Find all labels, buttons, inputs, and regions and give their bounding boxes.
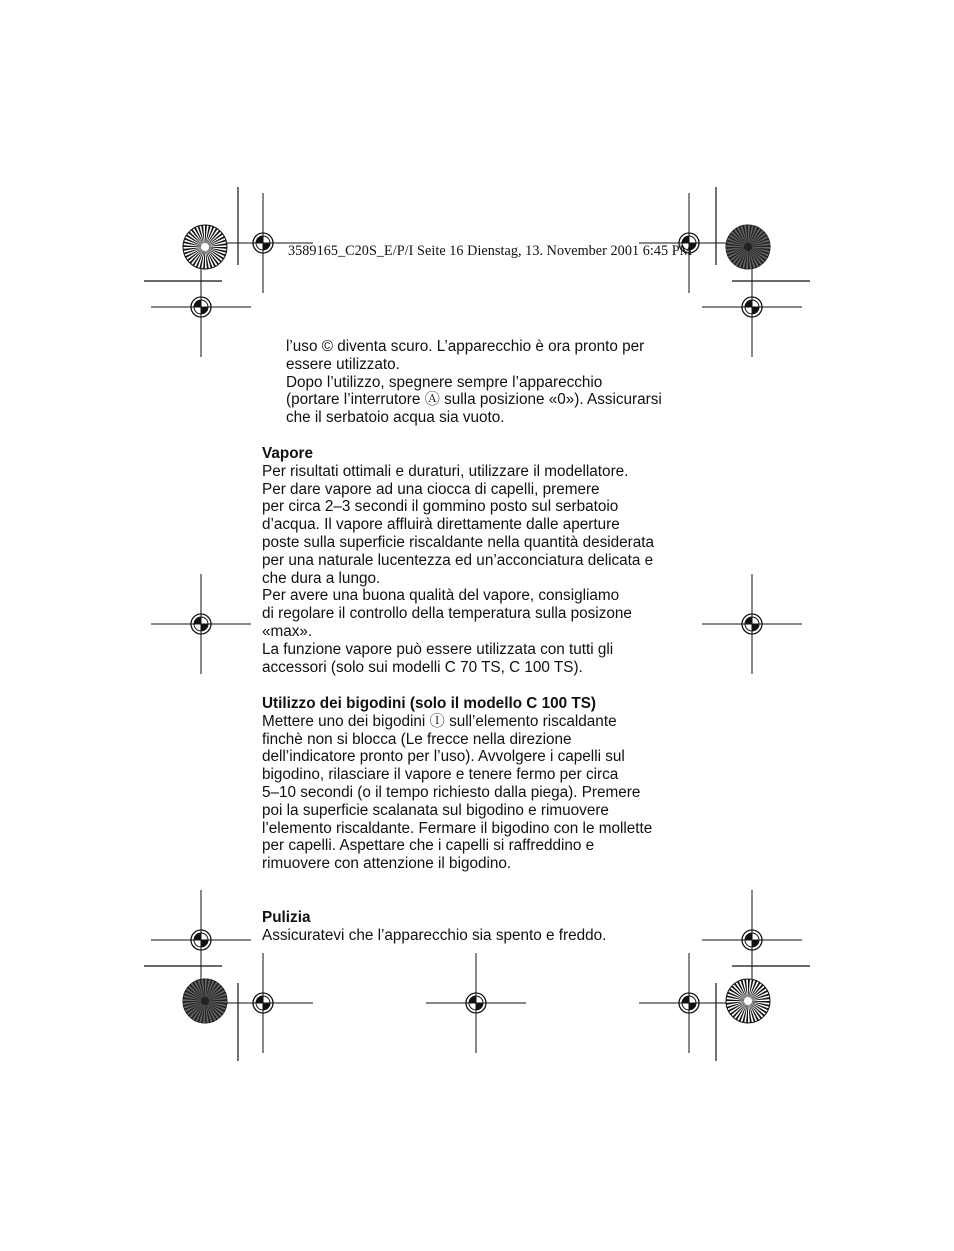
text-line: Assicuratevi che l’apparecchio sia spento e freddo. <box>262 926 607 944</box>
registration-target-icon <box>213 953 313 1053</box>
continuation-paragraph <box>286 338 662 427</box>
text-line: accessori (solo sui modelli C 70 TS, C 100 TS). <box>262 658 583 676</box>
starburst-mark-icon <box>183 979 227 1023</box>
print-header: 3589165_C20S_E/P/I Seite 16 Dienstag, 13. November 2001 6:45 PM <box>288 243 693 259</box>
section-bigodini <box>262 695 652 873</box>
registration-target-icon <box>702 890 802 990</box>
registration-target-icon <box>426 953 526 1053</box>
text-line: poste sulla superficie riscaldante nella quantità desiderata <box>262 533 655 551</box>
starburst-mark-icon <box>726 225 770 269</box>
text-line: Per avere una buona qualità del vapore, consigliamo <box>262 587 620 605</box>
section-vapore <box>262 445 654 676</box>
starburst-mark-icon <box>183 225 227 269</box>
text-line: d’acqua. Il vapore affluirà direttamente dalle aperture <box>262 516 620 534</box>
text-line: Mettere uno dei bigodini Ⓘ sull’elemento riscaldante <box>262 712 617 730</box>
text-line: dell’indicatore pronto per l’uso). Avvolgere i capelli sul <box>262 748 625 766</box>
text-line: che il serbatoio acqua sia vuoto. <box>286 409 505 427</box>
text-line: Per risultati ottimali e duraturi, utilizzare il modellatore. <box>262 462 629 480</box>
text-line: Dopo l’utilizzo, spegnere sempre l’apparecchio <box>286 373 603 391</box>
text-line: (portare l’interrutore Ⓐ sulla posizione «0»). Assicurarsi <box>286 391 662 409</box>
registration-target-icon <box>151 890 251 990</box>
text-line: poi la superficie scalanata sul bigodino e rimuovere <box>262 801 609 819</box>
text-line: l’elemento riscaldante. Fermare il bigodino con le mollette <box>262 819 653 837</box>
registration-target-icon <box>639 953 739 1053</box>
text-line: finchè non si blocca (Le frecce nella direzione <box>262 730 572 748</box>
text-line: essere utilizzato. <box>286 355 400 373</box>
starburst-mark-icon <box>726 979 770 1023</box>
registration-target-icon <box>702 257 802 357</box>
text-line: di regolare il controllo della temperatura sulla posizone <box>262 605 632 623</box>
text-line: Per dare vapore ad una ciocca di capelli, premere <box>262 480 600 498</box>
section-heading: Vapore <box>262 445 314 462</box>
text-line: per una naturale lucentezza ed un’acconciatura delicata e <box>262 551 654 569</box>
text-line: «max». <box>262 622 313 640</box>
registration-target-icon <box>151 574 251 674</box>
text-line: La funzione vapore può essere utilizzata con tutti gli <box>262 640 614 658</box>
text-line: per circa 2–3 secondi il gommino posto sul serbatoio <box>262 498 619 516</box>
registration-target-icon <box>151 257 251 357</box>
text-line: per capelli. Aspettare che i capelli si raffreddino e <box>262 837 595 855</box>
section-heading: Pulizia <box>262 909 311 926</box>
text-line: 5–10 secondi (o il tempo richiesto dalla piega). Premere <box>262 783 641 801</box>
text-line: rimuovere con attenzione il bigodino. <box>262 855 512 873</box>
registration-target-icon <box>702 574 802 674</box>
text-line: che dura a lungo. <box>262 569 381 587</box>
section-pulizia <box>262 909 606 945</box>
text-line: bigodino, rilasciare il vapore e tenere fermo per circa <box>262 766 619 784</box>
section-heading: Utilizzo dei bigodini (solo il modello C 100 TS) <box>262 695 596 712</box>
text-line: l’uso © diventa scuro. L’apparecchio è ora pronto per <box>286 338 645 355</box>
